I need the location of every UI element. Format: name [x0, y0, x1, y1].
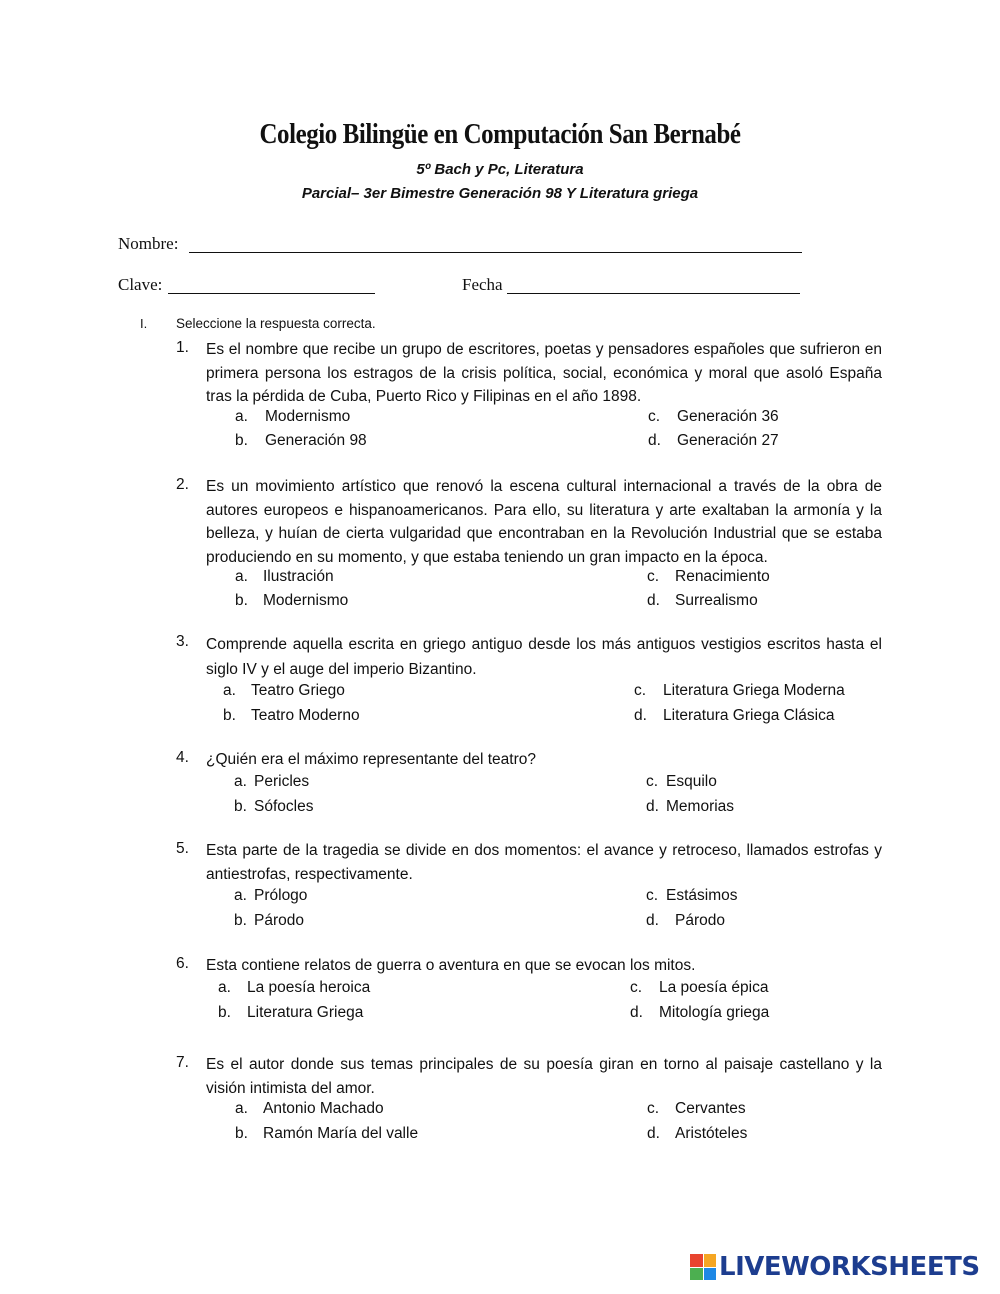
question-number: 7. [176, 1054, 189, 1071]
option-d[interactable] [646, 798, 734, 816]
option-letter: a. [235, 408, 248, 425]
page-title: Colegio Bilingüe en Computación San Bernabé [259, 118, 741, 150]
option-b[interactable] [234, 798, 313, 816]
option-text: Teatro Griego [251, 682, 345, 699]
option-letter: b. [235, 592, 248, 609]
option-letter: a. [223, 682, 236, 699]
option-d[interactable] [634, 707, 834, 725]
option-a[interactable] [235, 1100, 384, 1118]
option-text: Ilustración [263, 568, 334, 585]
option-text: Generación 98 [265, 432, 367, 449]
option-a[interactable] [235, 568, 334, 586]
option-letter: a. [234, 887, 247, 904]
option-text: Generación 27 [677, 432, 779, 449]
option-c[interactable] [634, 682, 845, 700]
option-letter: a. [218, 979, 231, 996]
nombre-input-line[interactable] [189, 252, 802, 253]
question-text: ¿Quién era el máximo representante del teatro? [206, 751, 536, 768]
option-a[interactable] [235, 408, 350, 426]
option-text: Estásimos [666, 887, 738, 904]
question-text: Esta contiene relatos de guerra o aventura en que se evocan los mitos. [206, 957, 696, 974]
option-letter: a. [235, 1100, 248, 1117]
option-a[interactable] [234, 773, 309, 791]
option-text: La poesía heroica [247, 979, 371, 996]
option-text: Literatura Griega Clásica [663, 707, 835, 724]
option-letter: c. [634, 682, 647, 699]
question-text: Comprende aquella escrita en griego antiguo desde los más antiguos vestigios escritos hasta el siglo IV y el auge del imperio Bizantino. [206, 636, 882, 678]
option-b[interactable] [235, 592, 348, 610]
option-c[interactable] [647, 1100, 746, 1118]
option-letter: d. [647, 1125, 660, 1142]
option-c[interactable] [646, 887, 738, 905]
option-text: Ramón María del valle [263, 1125, 419, 1142]
option-letter: a. [234, 773, 247, 790]
option-c[interactable] [647, 568, 770, 586]
option-letter: b. [234, 912, 247, 929]
question-number: 2. [176, 476, 189, 493]
option-d[interactable] [647, 592, 758, 610]
option-text: Prólogo [254, 887, 308, 904]
section-number: I. [140, 316, 148, 331]
liveworksheets-logo [690, 1252, 980, 1282]
option-letter: b. [218, 1004, 231, 1021]
clave-label: Clave: [118, 275, 163, 294]
option-c[interactable] [648, 408, 779, 426]
option-c[interactable] [630, 979, 768, 997]
logo-text: LIVEWORKSHEETS [719, 1252, 980, 1282]
option-letter: d. [634, 707, 647, 724]
question-number: 5. [176, 840, 189, 857]
option-letter: d. [646, 912, 659, 929]
nombre-label: Nombre: [118, 234, 179, 253]
question-number: 1. [176, 339, 189, 356]
option-text: Surrealismo [675, 592, 758, 609]
option-b[interactable] [234, 912, 304, 930]
option-text: Párodo [254, 912, 304, 929]
exam-subtitle: Parcial– 3er Bimestre Generación 98 Y Literatura griega [301, 185, 699, 202]
option-b[interactable] [235, 1125, 418, 1143]
option-text: Literatura Griega [247, 1004, 364, 1021]
question-text: Es el nombre que recibe un grupo de escritores, poetas y pensadores españoles que sufrieron en primera persona los estragos de la crisis política, social, económica y moral que asoló España tras la pérdida de Cuba, Puerto Rico y Filipinas en el año 1898. [206, 341, 882, 405]
option-a[interactable] [234, 887, 307, 905]
option-d[interactable] [648, 432, 779, 450]
clave-input-line[interactable] [168, 293, 375, 294]
option-letter: c. [646, 887, 659, 904]
question-number: 4. [176, 749, 189, 766]
option-text: Antonio Machado [263, 1100, 384, 1117]
question-number: 6. [176, 955, 189, 972]
option-b[interactable] [223, 707, 360, 725]
fecha-label: Fecha [462, 275, 503, 294]
option-letter: d. [647, 592, 660, 609]
option-text: Teatro Moderno [251, 707, 360, 724]
option-a[interactable] [223, 682, 345, 700]
option-b[interactable] [235, 432, 367, 450]
question-number: 3. [176, 633, 189, 650]
option-a[interactable] [218, 979, 370, 997]
fecha-input-line[interactable] [507, 293, 800, 294]
section-instruction: Seleccione la respuesta correcta. [176, 316, 376, 331]
option-text: Sófocles [254, 798, 314, 815]
option-text: Modernismo [263, 592, 349, 609]
option-text: La poesía épica [659, 979, 769, 996]
option-text: Párodo [675, 912, 725, 929]
option-c[interactable] [646, 773, 717, 791]
option-letter: d. [646, 798, 659, 815]
logo-square-2 [704, 1254, 717, 1267]
option-text: Aristóteles [675, 1125, 748, 1142]
option-letter: c. [647, 568, 660, 585]
option-text: Cervantes [675, 1100, 746, 1117]
option-text: Literatura Griega Moderna [663, 682, 845, 699]
question-text: Es el autor donde sus temas principales de su poesía giran en torno al paisaje castellano y la visión intimista del amor. [206, 1056, 882, 1097]
logo-square-4 [704, 1268, 717, 1281]
option-text: Memorias [666, 798, 735, 815]
option-letter: c. [630, 979, 643, 996]
option-letter: b. [223, 707, 236, 724]
option-letter: c. [648, 408, 661, 425]
option-text: Pericles [254, 773, 310, 790]
option-d[interactable] [646, 912, 725, 930]
option-text: Esquilo [666, 773, 717, 790]
option-d[interactable] [630, 1004, 769, 1022]
logo-mark-icon [690, 1254, 716, 1280]
option-letter: a. [235, 568, 248, 585]
option-letter: c. [647, 1100, 660, 1117]
logo-square-1 [690, 1254, 703, 1267]
question-text: Esta parte de la tragedia se divide en dos momentos: el avance y retroceso, llamados estrofas y antiestrofas, respectivamente. [206, 842, 882, 883]
option-b[interactable] [218, 1004, 363, 1022]
option-letter: b. [235, 432, 248, 449]
option-letter: b. [235, 1125, 248, 1142]
option-text: Modernismo [265, 408, 351, 425]
option-text: Generación 36 [677, 408, 779, 425]
option-text: Mitología griega [659, 1004, 770, 1021]
option-letter: d. [648, 432, 661, 449]
option-letter: d. [630, 1004, 643, 1021]
option-text: Renacimiento [675, 568, 770, 585]
option-letter: c. [646, 773, 659, 790]
course-subtitle: 5º Bach y Pc, Literatura [416, 161, 584, 178]
question-text: Es un movimiento artístico que renovó la escena cultural internacional a través de la obra de autores europeos e hispanoamericanos. Para ello, su literatura y arte exaltaban la armonía y la belleza, y huían de cierta vulgaridad que encontraban en la Revolución Industrial que se estaba produciendo en su momento, y que estaba teniendo un gran impacto en la época. [206, 478, 882, 566]
logo-square-3 [690, 1268, 703, 1281]
option-d[interactable] [647, 1125, 747, 1143]
option-letter: b. [234, 798, 247, 815]
